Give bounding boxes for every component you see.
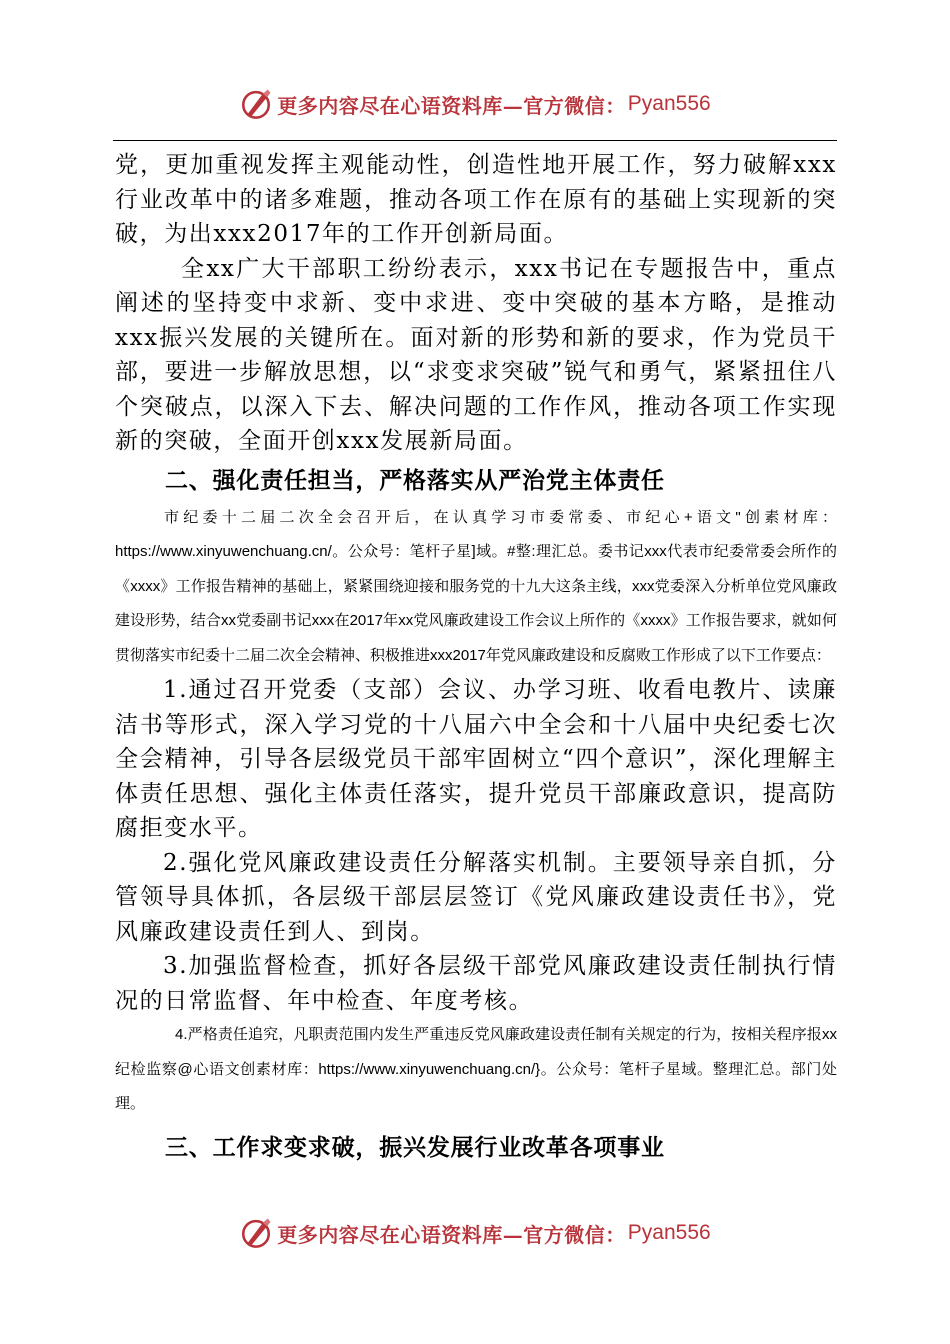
section-heading: 二、强化责任担当，严格落实从严治党主体责任 — [165, 467, 665, 494]
pen-nib-seal-icon — [239, 87, 273, 121]
section-heading: 三、工作求变求破，振兴发展行业改革各项事业 — [165, 1134, 665, 1161]
footer-banner — [0, 1208, 950, 1258]
header-divider — [113, 140, 837, 141]
brand-text: 更多内容尽在心语资料库—官方微信： — [277, 93, 626, 118]
brand-wechat-id: Pyan556 — [627, 92, 711, 115]
brand-text: 更多内容尽在心语资料库—官方微信： — [277, 1222, 626, 1247]
header-banner — [0, 79, 950, 129]
paragraph: 全xx广大干部职工纷纷表示，xxx书记在专题报告中，重点阐述的坚持变中求新、变中求进、变中突破的基本方略，是推动xxx振兴发展的关键所在。面对新的形势和新的要求，作为党员干部，要进一步解放思想，以“求变求突破”锐气和勇气，紧紧扭住八个突破点，以深入下去、解决问题的工作作风，推动各项工作实现新的突破，全面开创xxx发展新局面。 — [115, 255, 837, 454]
list-item: 3.加强监督检查，抓好各层级干部党风廉政建设责任制执行情况的日常监督、年中检查、年度考核。 — [115, 953, 837, 1014]
list-item-small: 4.严格责任追究，凡职责范围内发生严重违反党风廉政建设责任制有关规定的行为，按相关程序报xx纪检监察@心语文创素材库：https://www.xinyuwenchuang.cn/}。公众号：笔杆子星域。整理汇总。部门处理。 — [115, 1026, 837, 1112]
pen-nib-seal-icon — [239, 1216, 273, 1250]
list-item: 2.强化党风廉政建设责任分解落实机制。主要领导亲自抓，分管领导具体抓，各层级干部层层签订《党风廉政建设责任书》，党风廉政建设责任到人、到岗。 — [115, 849, 837, 945]
paragraph: 党，更加重视发挥主观能动性，创造性地开展工作，努力破解xxx行业改革中的诸多难题，推动各项工作在原有的基础上实现新的突破，为出xxx2017年的工作开创新局面。 — [115, 152, 837, 247]
paragraph-small: 市纪委十二届二次全会召开后，在认真学习市委常委、市纪心+语文"创素材库：https://www.xinyuwenchuang.cn/。公众号：笔杆子星]域。#整:理汇总。委书记xxx代表市纪委常委会所作的《xxxx》工作报告精神的基础上，紧紧围绕迎接和服务党的十九大这条主线，xxx党委深入分析单位党风廉政建设形势，结合xx党委副书记xxx在2017年xx党风廉政建设工作会议上所作的《xxxx》工作报告要求，就如何贯彻落实市纪委十二届二次全会精神、积极推进xxx2017年党风廉政建设和反腐败工作形成了以下工作要点： — [115, 508, 837, 664]
document-body — [115, 148, 837, 1168]
list-item: 1.通过召开党委（支部）会议、办学习班、收看电教片、读廉洁书等形式，深入学习党的十八届六中全会和十八届中央纪委七次全会精神，引导各层级党员干部牢固树立“四个意识”，深化理解主体责任思想、强化主体责任落实，提升党员干部廉政意识，提高防腐拒变水平。 — [115, 677, 837, 841]
brand-wechat-id: Pyan556 — [627, 1221, 711, 1244]
